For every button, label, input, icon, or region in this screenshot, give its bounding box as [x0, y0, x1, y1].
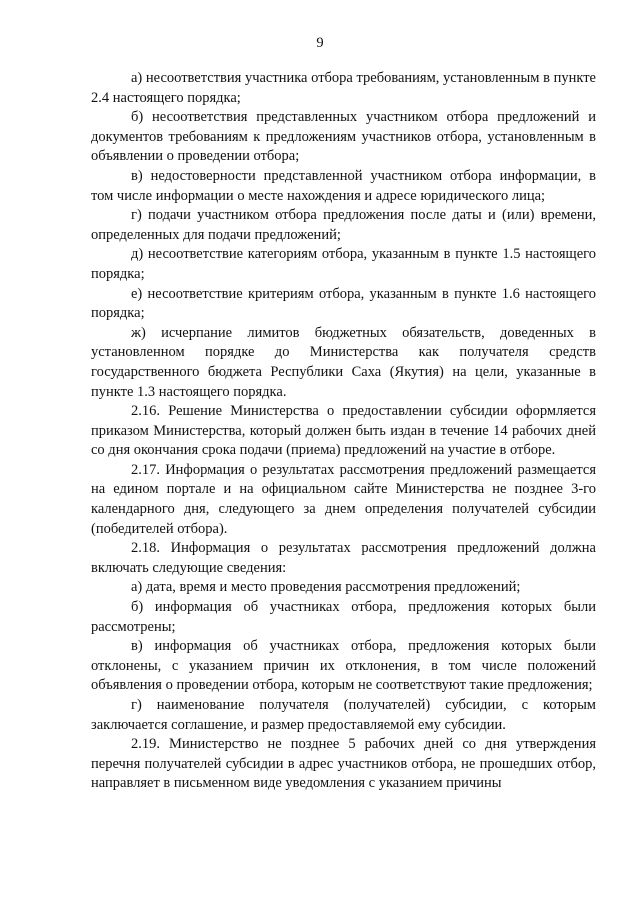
- clause-2-18: 2.18. Информация о результатах рассмотрения предложений должна включать следующие сведения:: [91, 540, 596, 576]
- paragraph-zh-limits: ж) исчерпание лимитов бюджетных обязательств, доведенных в установленном порядке до Министерства как получателя средств государственного бюджета Республики Саха (Якутия) на цели, указанные в пункте 1.3 настоящего порядка.: [91, 324, 596, 400]
- clause-2-17: 2.17. Информация о результатах рассмотрения предложений размещается на едином портале и на официальном сайте Министерства не позднее 3-го календарного дня, следующего за днем определения получателей субсидии (победителей отбора).: [91, 461, 596, 537]
- paragraph-v-information: в) недостоверности представленной участником отбора информации, в том числе информации о месте нахождения и адресе юридического лица;: [91, 167, 596, 204]
- paragraph-a-requirements: а) несоответствия участника отбора требованиям, установленным в пункте 2.4 настоящего порядка;: [91, 70, 596, 106]
- page-number: 9: [316, 35, 324, 51]
- paragraph-e-criteria: е) несоответствие критериям отбора, указанным в пункте 1.6 настоящего порядка;: [91, 285, 596, 322]
- clause-2-19: 2.19. Министерство не позднее 5 рабочих дней со дня утверждения перечня получателей субсидии в адрес участников отбора, не прошедших отбор, направляет в письменном виде уведомления с указанием причины: [91, 736, 596, 792]
- clause-2-18-b: б) информация об участниках отбора, предложения которых были рассмотрены;: [91, 599, 596, 635]
- document-body: [91, 69, 596, 794]
- clause-2-16: 2.16. Решение Министерства о предоставлении субсидии оформляется приказом Министерства, который должен быть издан в течение 14 рабочих дней со дня окончания срока подачи (приема) предложений на участие в отборе.: [91, 403, 596, 459]
- paragraph-b-documents: б) несоответствия представленных участником отбора предложений и документов требованиям к предложениям участников отбора, установленным в объявлении о проведении отбора;: [91, 109, 596, 165]
- clause-2-18-a: а) дата, время и место проведения рассмотрения предложений;: [131, 579, 521, 596]
- clause-2-18-v: в) информация об участниках отбора, предложения которых были отклонены, с указанием причин их отклонения, в том числе положений объявления о проведении отбора, которым не соответствуют такие предложения;: [91, 638, 596, 694]
- clause-2-18-g: г) наименование получателя (получателей) субсидии, с которым заключается соглашение, и размер предоставляемой ему субсидии.: [91, 697, 596, 733]
- paragraph-g-deadline: г) подачи участником отбора предложения после даты и (или) времени, определенных для подачи предложений;: [91, 207, 596, 243]
- paragraph-d-categories: д) несоответствие категориям отбора, указанным в пункте 1.5 настоящего порядка;: [91, 246, 596, 282]
